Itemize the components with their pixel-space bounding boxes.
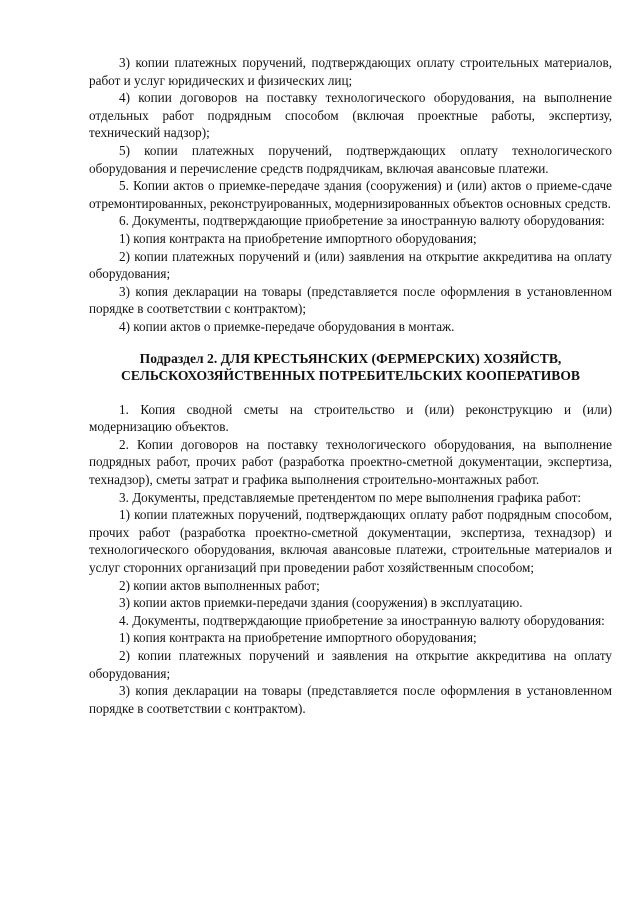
paragraph: 3) копии платежных поручений, подтверждающих оплату строительных материалов, работ и услуг юридических и физических лиц; [89, 55, 612, 88]
paragraph: 2) копии платежных поручений и (или) заявления на открытие аккредитива на оплату оборудования; [89, 248, 612, 282]
document-page [89, 54, 612, 717]
section-2-heading [89, 350, 612, 385]
section-2-heading-line-2: СЕЛЬСКОХОЗЯЙСТВЕННЫХ ПОТРЕБИТЕЛЬСКИХ КООПЕРАТИВОВ [121, 368, 580, 384]
paragraph: 3. Документы, представляемые претендентом по мере выполнения графика работ: [119, 489, 582, 505]
paragraph: 2) копии актов выполненных работ; [119, 577, 320, 593]
paragraph: 1. Копия сводной сметы на строительство и (или) реконструкцию и (или) модернизацию объектов. [89, 401, 612, 435]
paragraph: 4) копии актов о приемке-передаче оборудования в монтаж. [119, 318, 455, 334]
paragraph: 3) копия декларации на товары (представляется после оформления в установленном порядке в соответствии с контрактом). [89, 683, 612, 716]
paragraph: 4. Документы, подтверждающие приобретение за иностранную валюту оборудования: [119, 612, 605, 628]
section-1-body [89, 54, 612, 336]
paragraph: 2) копии платежных поручений и заявления на открытие аккредитива на оплату оборудования; [89, 648, 612, 681]
paragraph: 5. Копии актов о приемке-передаче здания (сооружения) и (или) актов о приеме-сдаче отремонтированных, реконструированных, модернизированных объектов основных средств. [89, 178, 612, 211]
paragraph: 1) копия контракта на приобретение импортного оборудования; [119, 630, 477, 646]
paragraph: 1) копия контракта на приобретение импортного оборудования; [119, 230, 477, 246]
paragraph: 6. Документы, подтверждающие приобретение за иностранную валюту оборудования: [119, 213, 605, 229]
paragraph: 3) копия декларации на товары (представляется после оформления в установленном порядке в соответствии с контрактом); [89, 283, 612, 317]
section-2-heading-line-1: Подраздел 2. ДЛЯ КРЕСТЬЯНСКИХ (ФЕРМЕРСКИХ) ХОЗЯЙСТВ, [139, 350, 562, 366]
section-2-body [89, 401, 612, 718]
paragraph: 1) копии платежных поручений, подтверждающих оплату работ подрядным способом, прочих работ (разработка проектно-сметной документации, экспертиза, технадзор) и технологического оборудования, включая авансовые платежи, строительные материалов и услуг сторонних организаций при проведении работ хозяйственным способом; [89, 507, 612, 576]
paragraph: 3) копии актов приемки-передачи здания (сооружения) в эксплуатацию. [119, 595, 523, 611]
paragraph: 2. Копии договоров на поставку технологического оборудования, на выполнение подрядных работ, прочих работ (разработка проектно-сметной документации, экспертиза, технадзор), сметы затрат и графика выполнения строительно-монтажных работ. [89, 436, 612, 488]
paragraph: 4) копии договоров на поставку технологического оборудования, на выполнение отдельных работ подрядным способом (включая проектные работы, экспертизу, технический надзор); [89, 90, 612, 141]
paragraph: 5) копии платежных поручений, подтверждающих оплату технологического оборудования и перечисление средств подрядчикам, включая авансовые платежи. [89, 142, 612, 176]
